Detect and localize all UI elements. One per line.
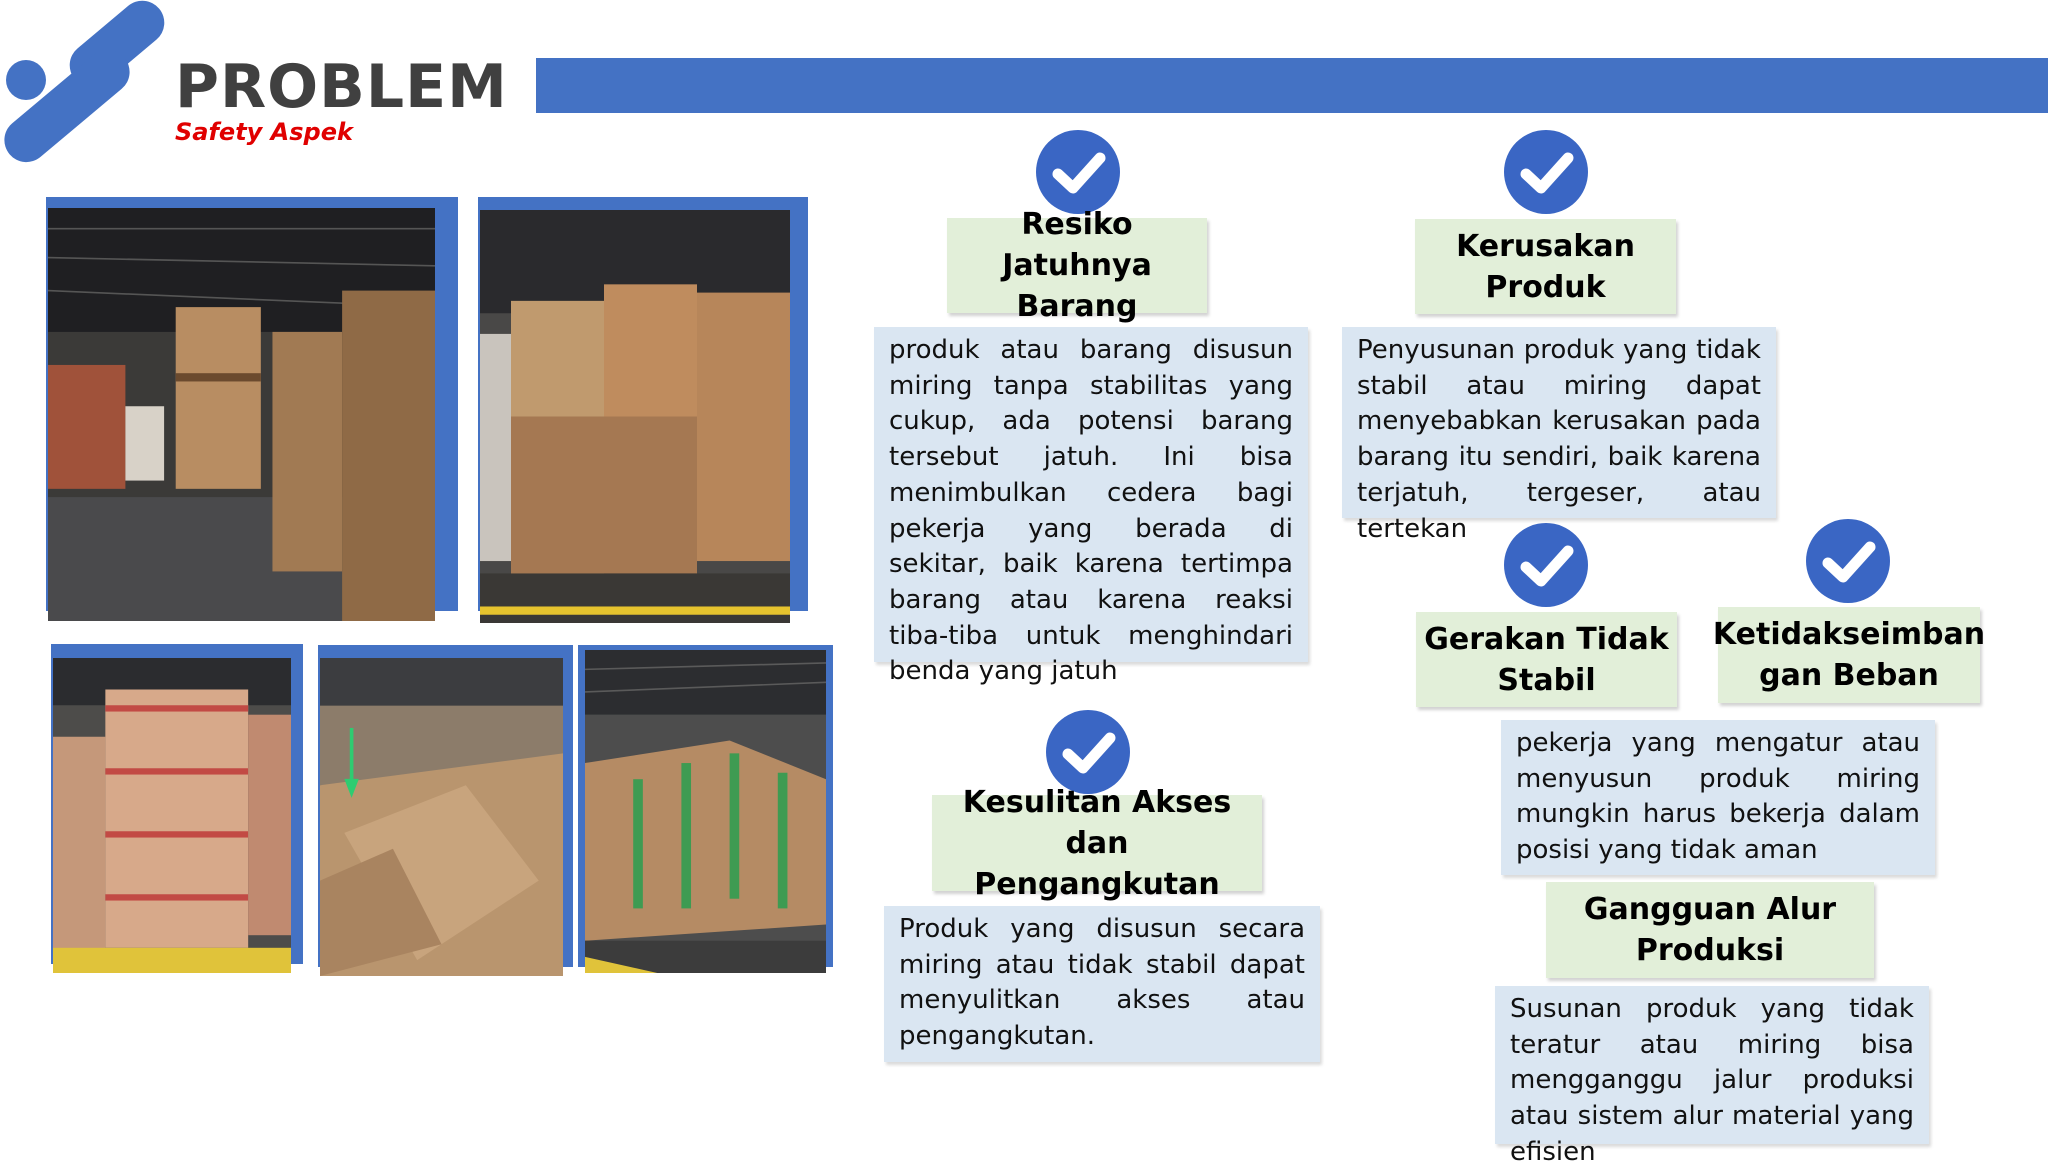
warehouse-photo bbox=[53, 658, 291, 973]
page-title: PROBLEM bbox=[175, 52, 508, 122]
text-gangguan-alur-produksi: Susunan produk yang tidak teratur atau miring bisa mengganggu jalur produksi atau sistem alur material yang efisien bbox=[1495, 986, 1929, 1144]
heading-resiko-jatuhnya-barang: Resiko Jatuhnya Barang bbox=[947, 218, 1207, 313]
heading-ketidakseimbangan-beban: Ketidakseimban gan Beban bbox=[1718, 607, 1980, 703]
warehouse-photo bbox=[48, 208, 435, 621]
warehouse-photo bbox=[320, 658, 563, 976]
warehouse-photo bbox=[585, 650, 826, 973]
text-resiko-jatuhnya-barang: produk atau barang disusun miring tanpa stabilitas yang cukup, ada potensi barang tersebut jatuh. Ini bisa menimbulkan cedera bagi pekerja yang berada di sekitar, baik karena tertimpa barang atau karena reaksi tiba-tiba untuk menghindari benda yang jatuh bbox=[874, 327, 1308, 662]
text-kerusakan-produk: Penyusunan produk yang tidak stabil atau miring dapat menyebabkan kerusakan pada barang itu sendiri, baik karena terjatuh, tergeser, atau tertekan bbox=[1342, 327, 1776, 518]
check-circle-icon bbox=[1504, 130, 1588, 214]
heading-kesulitan-akses: Kesulitan Akses dan Pengangkutan bbox=[932, 795, 1262, 891]
company-logo bbox=[0, 0, 160, 165]
heading-kerusakan-produk: Kerusakan Produk bbox=[1415, 219, 1676, 314]
text-ketidakseimbangan-beban: pekerja yang mengatur atau menyusun produk miring mungkin harus bekerja dalam posisi yang tidak aman bbox=[1501, 720, 1935, 875]
warehouse-photo bbox=[480, 210, 790, 623]
check-circle-icon bbox=[1036, 130, 1120, 214]
page-subtitle: Safety Aspek bbox=[175, 118, 353, 146]
check-circle-icon bbox=[1504, 523, 1588, 607]
heading-gangguan-alur-produksi: Gangguan Alur Produksi bbox=[1546, 882, 1874, 978]
header-bar bbox=[536, 58, 2048, 113]
check-circle-icon bbox=[1806, 519, 1890, 603]
text-kesulitan-akses: Produk yang disusun secara miring atau tidak stabil dapat menyulitkan akses atau pengangkutan. bbox=[884, 906, 1320, 1062]
heading-gerakan-tidak-stabil: Gerakan Tidak Stabil bbox=[1416, 612, 1677, 707]
